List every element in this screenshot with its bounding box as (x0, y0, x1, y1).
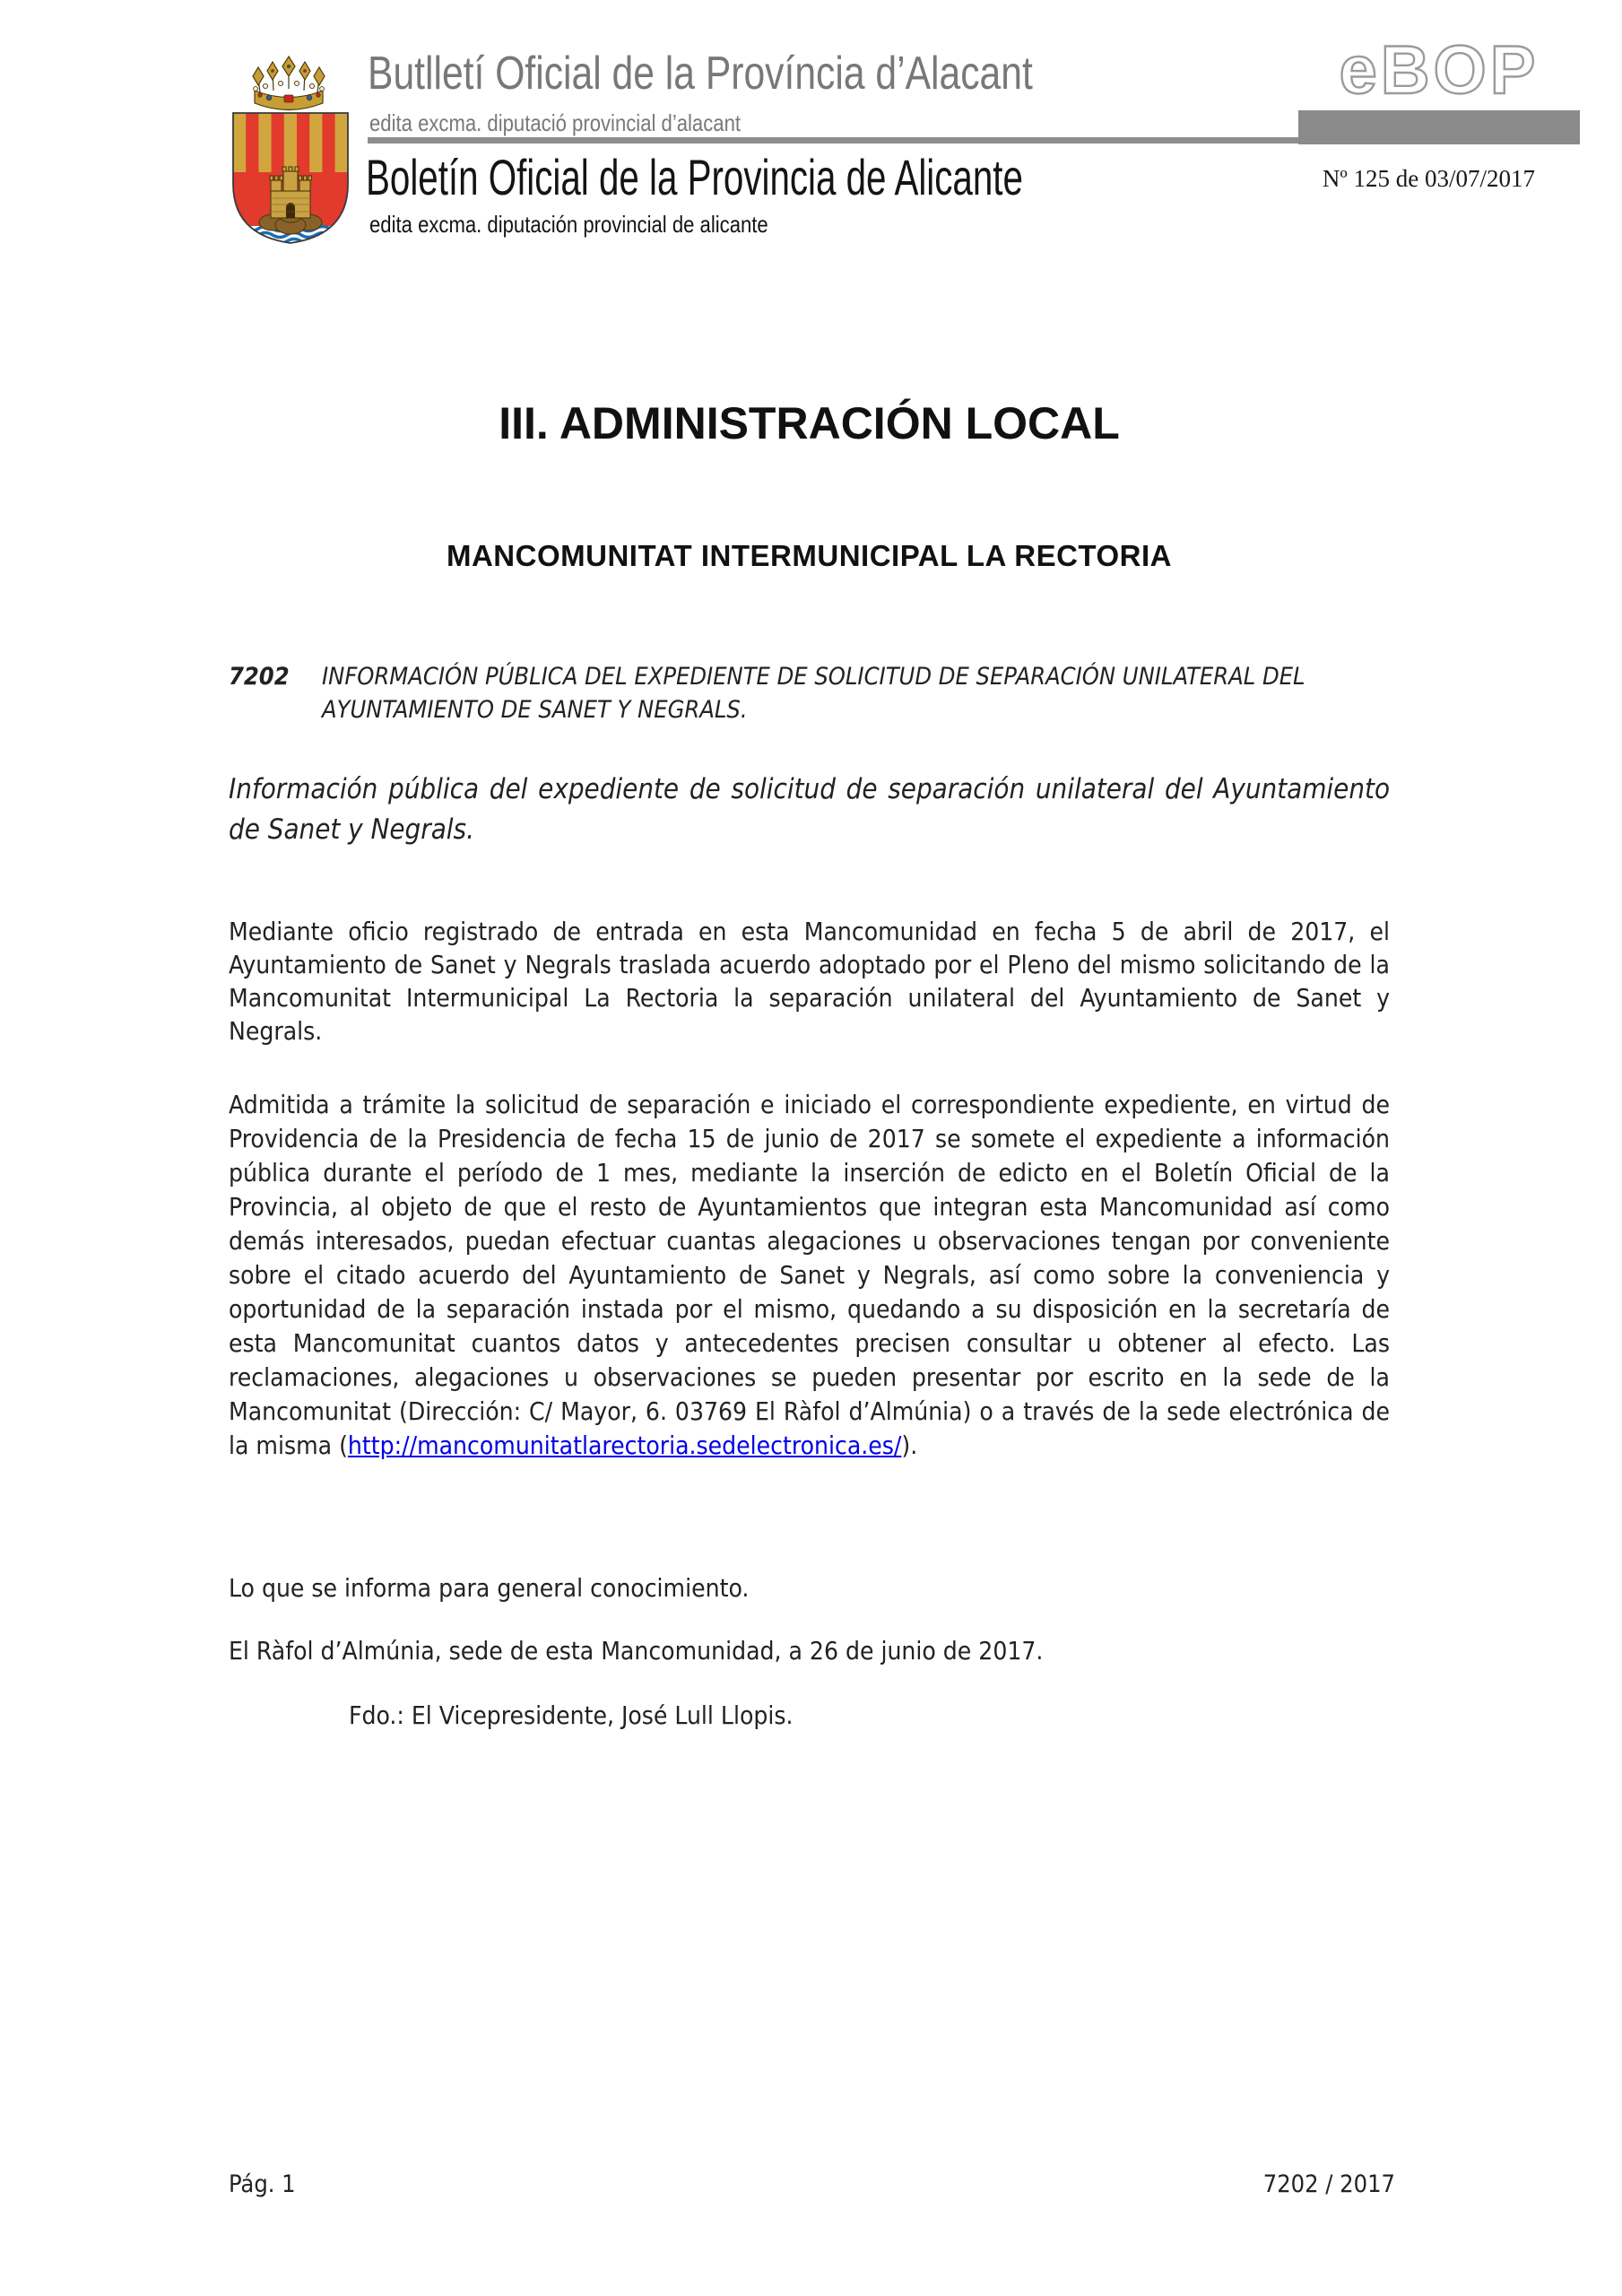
svg-text:eBOP: eBOP (1339, 32, 1540, 109)
announcement-title: INFORMACIÓN PÚBLICA DEL EXPEDIENTE DE SOLICITUD DE SEPARACIÓN UNILATERAL DEL AYUNTAMIENTO DE SANET Y NEGRALS. (322, 663, 1305, 724)
paragraph-text: Admitida a trámite la solicitud de separación e iniciado el correspondiente expediente, en virtud de Providencia de la Presidencia de fecha 15 de junio de 2017 se somete el expediente a información pública durante el período de 1 mes, mediante la inserción de edicto en el Boletín Oficial de la Provincia, al objeto de que el resto de Ayuntamientos que integran esta Mancomunidad así como demás interesados, puedan efectuar cuantas alegaciones u observaciones tengan por conveniente sobre el citado acuerdo del Ayuntamiento de Sanet y Negrals, así como sobre la conveniencia y oportunidad de la separación instada por el mismo, quedando a su disposición en la secretaría de esta Mancomunitat cuantos datos y antecedentes precisen consultar u obtener al efecto. Las reclamaciones, alegaciones u observaciones se pueden presentar por escrito en la sede de la Mancomunitat (Dirección: C/ Mayor, 6. 03769 El Ràfol d’Almúnia) o a través de la sede electrónica de la misma ( (229, 1090, 1390, 1460)
coat-of-arms-icon (226, 49, 351, 247)
page-footer (229, 2170, 1395, 2198)
masthead-subtitle-es: edita excma. diputación provincial de alicante (369, 211, 768, 238)
closing-line: Lo que se informa para general conocimiento. (229, 1573, 750, 1603)
lead-paragraph: Información pública del expediente de solicitud de separación unilateral del Ayuntamiento de Sanet y Negrals. (229, 773, 1390, 846)
header-bar (1298, 110, 1580, 144)
masthead-title-ca: Butlletí Oficial de la Província d’Alacant (368, 48, 1033, 100)
paragraph (229, 1088, 1390, 1463)
place-date-line: El Ràfol d’Almúnia, sede de esta Mancomunidad, a 26 de junio de 2017. (229, 1636, 1044, 1665)
header-rule (368, 137, 1300, 144)
paragraph-text: ). (901, 1431, 918, 1460)
crown (253, 57, 325, 110)
announcement-heading (229, 660, 1390, 726)
entity-name: MANCOMUNITAT INTERMUNICIPAL LA RECTORIA (446, 539, 1172, 572)
masthead-title-es: Boletín Oficial de la Provincia de Alicante (366, 149, 1023, 205)
page-number: Pág. 1 (229, 2170, 296, 2198)
issue-number: Nº 125 de 03/07/2017 (1322, 165, 1535, 192)
footer-reference: 7202 / 2017 (1262, 2170, 1395, 2198)
ebop-logo-icon (1298, 30, 1580, 111)
signature-line: Fdo.: El Vicepresidente, José Lull Llopis. (349, 1700, 794, 1730)
announcement-number: 7202 (229, 663, 290, 691)
masthead-subtitle-ca: edita excma. diputació provincial d’alacant (369, 109, 742, 136)
section-title: III. ADMINISTRACIÓN LOCAL (499, 398, 1120, 448)
paragraph: Mediante oficio registrado de entrada en esta Mancomunidad en fecha 5 de abril de 2017, el Ayuntamiento de Sanet y Negrals traslada acuerdo adoptado por el Pleno del mismo solicitando de la Mancomunitat Intermunicipal La Rectoria la separación unilateral del Ayuntamiento de Sanet y Negrals. (229, 917, 1390, 1046)
sede-electronica-link[interactable]: http://mancomunitatlarectoria.sedelectronica.es/ (347, 1431, 902, 1460)
